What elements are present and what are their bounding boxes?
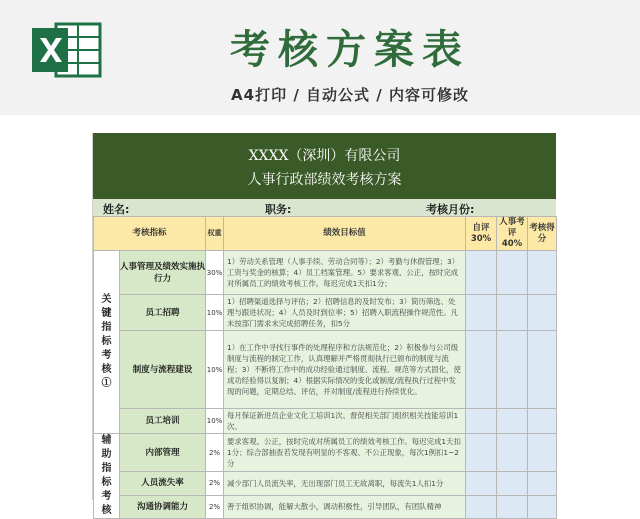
- final-score-cell[interactable]: [528, 251, 557, 295]
- self-eval-label: 自评: [472, 222, 490, 233]
- table-row: [94, 434, 557, 472]
- table-row: [94, 495, 557, 518]
- indicator-target[interactable]: 1）在工作中寻找行事件的处理程序和方法规范化；2）积极参与公司级制度与流程的制定工作，认真理解并严格贯彻执行已颁布的制度与流程；3）不断将工作中的成功经验通过制度、流程、规范等方式固化，使成功经验得以复制；4）根据实际情况的变化或制度/流程执行过程中发现的问题，定期总结、评估，并对制度/流程进行持续优化。: [224, 331, 466, 409]
- page-subtitle: A4打印 / 自动公式 / 内容可修改: [231, 86, 469, 104]
- final-score-cell[interactable]: [528, 295, 557, 331]
- header-weight: 权重: [206, 217, 224, 251]
- self-eval-cell[interactable]: [466, 251, 497, 295]
- excel-icon: [28, 18, 108, 82]
- indicator-target[interactable]: 1）招聘渠道选择与评估；2）招聘信息的及时发布；3）简历筛选、处理与跟进状况；4）人员及时到位率；5）招聘入职流程操作规范性。凡未按部门需求未完成招聘任务，扣5分: [224, 295, 466, 331]
- indicator-weight[interactable]: 10%: [206, 331, 224, 409]
- indicator-target[interactable]: 要求客观、公正，按时完成对所属员工的绩效考核工作。每迟完成1天扣1分；综合部抽查若发现有明显的不客观、不公正现象，每次1例扣1~2分: [224, 434, 466, 472]
- table-row: [94, 295, 557, 331]
- indicator-weight[interactable]: 2%: [206, 434, 224, 472]
- self-eval-cell[interactable]: [466, 409, 497, 434]
- indicator-name[interactable]: 员工培训: [120, 409, 206, 434]
- hr-eval-cell[interactable]: [497, 495, 528, 518]
- evaluation-sheet: [92, 133, 555, 516]
- position-label[interactable]: 职务:: [265, 203, 292, 216]
- company-name: XXXX（深圳）有限公司: [248, 148, 401, 164]
- self-eval-cell[interactable]: [466, 331, 497, 409]
- header-hr-eval: [497, 217, 528, 251]
- header-indicator: 考核指标: [94, 217, 206, 251]
- indicator-weight[interactable]: 2%: [206, 472, 224, 495]
- indicator-name[interactable]: 沟通协调能力: [120, 495, 206, 518]
- hr-eval-pct: 40%: [501, 239, 523, 249]
- name-label[interactable]: 姓名:: [103, 203, 130, 216]
- indicator-weight[interactable]: 30%: [206, 251, 224, 295]
- self-eval-cell[interactable]: [466, 472, 497, 495]
- hr-eval-cell[interactable]: [497, 409, 528, 434]
- table-row: [94, 331, 557, 409]
- indicator-name[interactable]: 员工招聘: [120, 295, 206, 331]
- indicator-weight[interactable]: 2%: [206, 495, 224, 518]
- hr-eval-cell[interactable]: [497, 331, 528, 409]
- month-label[interactable]: 考核月份:: [426, 203, 475, 216]
- final-score-cell[interactable]: [528, 331, 557, 409]
- indicator-name[interactable]: 人员流失率: [120, 472, 206, 495]
- indicator-weight[interactable]: 10%: [206, 409, 224, 434]
- table-row: [94, 409, 557, 434]
- indicator-name[interactable]: 内部管理: [120, 434, 206, 472]
- hero-header: [0, 0, 640, 115]
- page-title: 考核方案表: [230, 27, 470, 73]
- self-eval-pct: 30%: [470, 233, 492, 244]
- indicator-name[interactable]: 制度与流程建设: [120, 331, 206, 409]
- indicator-target[interactable]: 减少部门人员流失率，无出现部门员工无故离职，每流失1人扣1分: [224, 472, 466, 495]
- final-score-cell[interactable]: [528, 434, 557, 472]
- category-key: 关键指标考核①: [94, 251, 120, 434]
- indicator-weight[interactable]: 10%: [206, 295, 224, 331]
- final-score-cell[interactable]: [528, 495, 557, 518]
- indicator-name[interactable]: 人事管理及绩效实施执行力: [120, 251, 206, 295]
- hr-eval-cell[interactable]: [497, 295, 528, 331]
- indicator-target[interactable]: 善于组织协调，能解大散小，调动积极性，引导团队，有团队精神: [224, 495, 466, 518]
- evaluation-table: [93, 216, 557, 519]
- sheet-banner: [93, 133, 556, 199]
- plan-title: 人事行政部绩效考核方案: [247, 172, 402, 188]
- info-row: [93, 199, 556, 216]
- category-aux: 辅助指标考核: [94, 434, 120, 519]
- table-row: [94, 251, 557, 295]
- indicator-target[interactable]: 1）劳动关系管理（人事手续、劳动合同等）；2）考勤与休假管理；3）工资与奖金的核算；4）员工档案管理。5）要求客观、公正，按时完成对所属员工的绩效考核工作。每迟完成1天扣1分；: [224, 251, 466, 295]
- header-target: 绩效目标值: [224, 217, 466, 251]
- hr-eval-cell[interactable]: [497, 434, 528, 472]
- self-eval-cell[interactable]: [466, 434, 497, 472]
- final-score-cell[interactable]: [528, 472, 557, 495]
- hr-eval-cell[interactable]: [497, 251, 528, 295]
- hr-eval-cell[interactable]: [497, 472, 528, 495]
- self-eval-cell[interactable]: [466, 295, 497, 331]
- table-row: [94, 472, 557, 495]
- hr-eval-label: 人事考评: [499, 217, 525, 238]
- header-final-score: 考核得分: [528, 217, 557, 251]
- indicator-target[interactable]: 每月保证新进员企业文化工培训1次、督促相关部门组织相关技能培训1次。: [224, 409, 466, 434]
- final-score-cell[interactable]: [528, 409, 557, 434]
- table-header-row: [94, 217, 557, 251]
- header-self-eval: [466, 217, 497, 251]
- self-eval-cell[interactable]: [466, 495, 497, 518]
